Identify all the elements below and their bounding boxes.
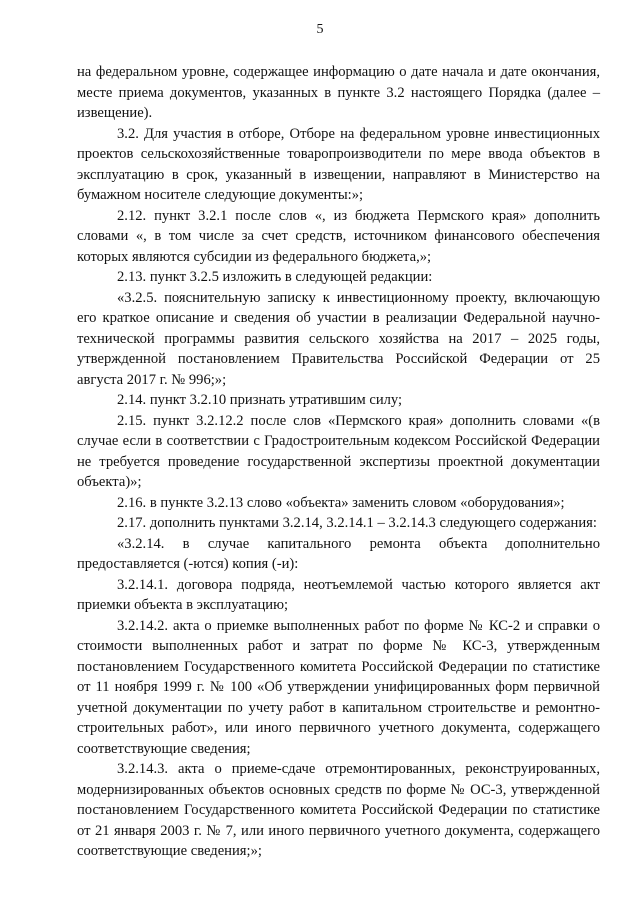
paragraph-3-2-14-2: 3.2.14.2. акта о приемке выполненных работ по форме № КС-2 и справки о стоимости выполненных работ и затрат по форме № КС-3, утвержденным постановлением Государственного комитета Российской Федерации по статистике от 11 ноября 1999 г. № 100 «Об утверждении унифицированных форм первичной учетной документации по учету работ в капитальном строительстве и ремонтно-строительных работ», или иного первичного учетного документа, содержащего соответствующие сведения; [77,617,600,757]
paragraph-2-16: 2.16. в пункте 3.2.13 слово «объекта» заменить словом «оборудования»; [117,494,565,511]
paragraph-2-15: 2.15. пункт 3.2.12.2 после слов «Пермского края» дополнить словами «(в случае если в соответствии с Градостроительным кодексом Российской Федерации не требуется проведение государственной экспертизы проектной документации объекта)»; [77,412,600,490]
page-number: 5 [316,22,324,37]
document-body [77,62,600,862]
paragraph-2-17: 2.17. дополнить пунктами 3.2.14, 3.2.14.1 – 3.2.14.3 следующего содержания: [117,515,597,531]
paragraph-notice-continuation: на федеральном уровне, содержащее информацию о дате начала и дате окончания, месте приема документов, указанных в пункте 3.2 настоящего Порядка (далее – извещение). [77,64,600,121]
paragraph-2-12: 2.12. пункт 3.2.1 после слов «, из бюджета Пермского края» дополнить словами «, в том числе за счет средств, источником финансового обеспечения которых являются субсидии из федерального бюджета,»; [77,207,600,265]
paragraph-3-2-5: «3.2.5. пояснительную записку к инвестиционному проекту, включающую его краткое описание и сведения об участии в реализации Федеральной научно-технической программы развития сельского хозяйства на 2017 – 2025 годы, утвержденной постановлением Правительства Российской Федерации от 25 августа 2017 г. № 996;»; [77,289,600,388]
paragraph-3-2-14-1: 3.2.14.1. договора подряда, неотъемлемой частью которого является акт приемки объекта в эксплуатацию; [77,576,600,613]
paragraph-3-2-14: «3.2.14. в случае капитального ремонта объекта дополнительно предоставляется (-ются) копия (-и): [77,535,600,572]
paragraph-2-13: 2.13. пункт 3.2.5 изложить в следующей редакции: [117,269,433,285]
paragraph-3-2-14-3: 3.2.14.3. акта о приеме-сдаче отремонтированных, реконструированных, модернизированных объектов основных средств по форме № ОС-3, утвержденной постановлением Государственного комитета Российской Федерации по статистике от 21 января 2003 г. № 7, или иного первичного учетного документа, содержащего соответствующие сведения;»; [77,761,600,859]
paragraph-3-2: 3.2. Для участия в отборе, Отборе на федеральном уровне инвестиционных проектов сельскохозяйственные товаропроизводители по мере ввода объектов в эксплуатацию в срок, указанный в извещении, направляют в Министерство на бумажном носителе следующие документы:»; [77,125,600,203]
paragraph-2-14: 2.14. пункт 3.2.10 признать утратившим силу; [117,392,403,408]
